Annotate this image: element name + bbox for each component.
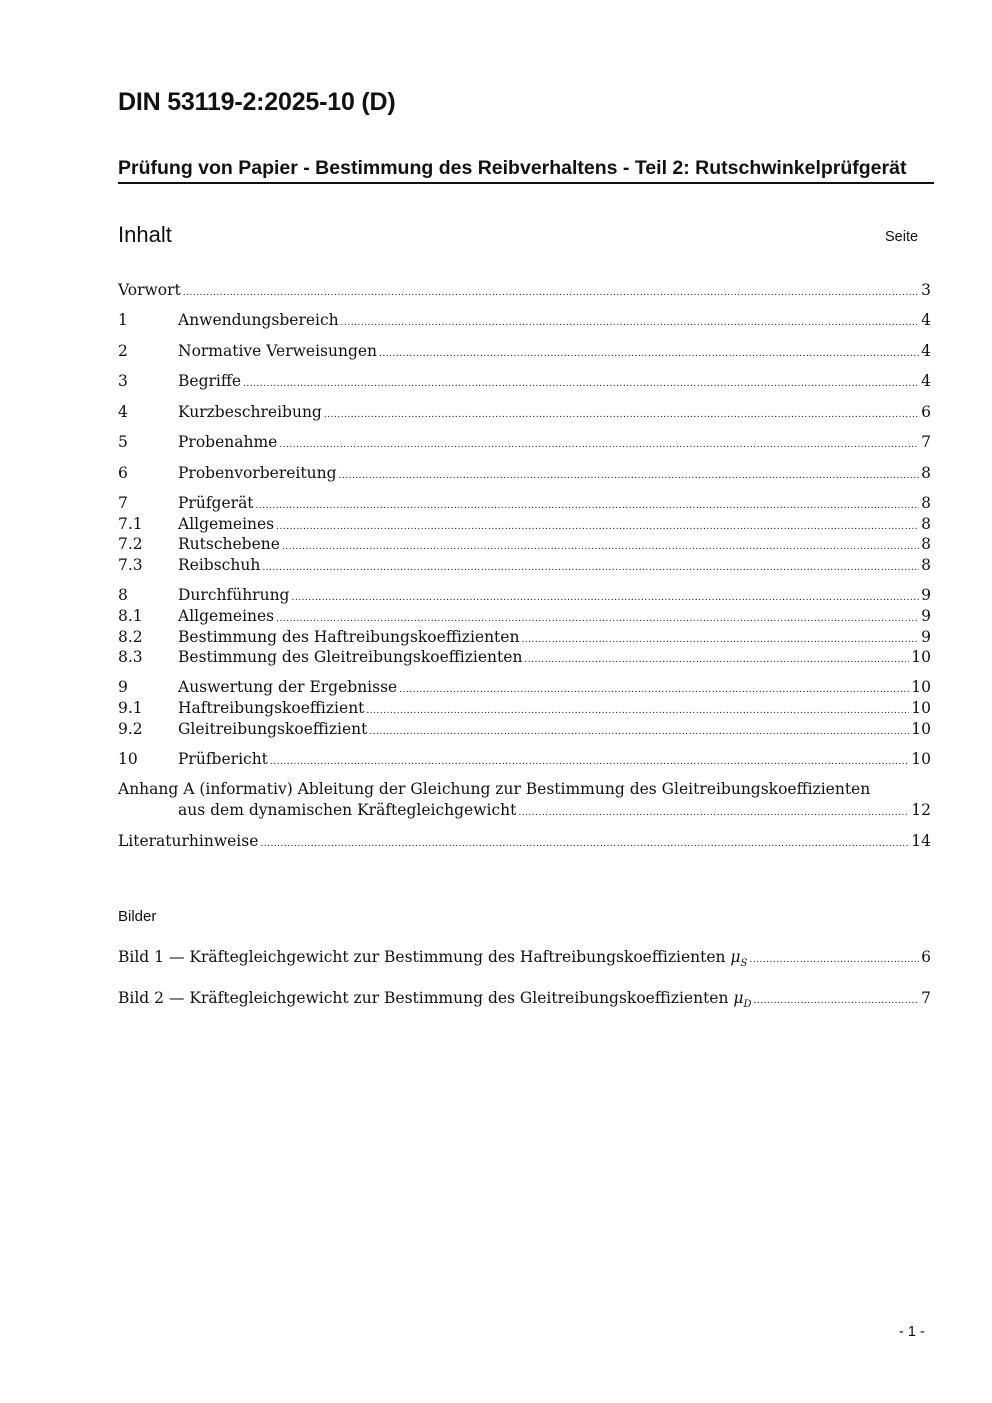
toc-annex-title-cont: aus dem dynamischen Kräftegleichgewicht	[178, 801, 517, 819]
toc-leader	[521, 628, 919, 648]
toc-entry-7[interactable]	[118, 493, 931, 513]
toc-entry-foreword[interactable]	[118, 280, 931, 300]
toc-entry-page: 4	[921, 311, 931, 329]
toc-entry-number: 8	[118, 586, 128, 604]
toc-entry-title: Probenahme	[178, 433, 278, 451]
toc-entry-bibliography[interactable]	[118, 831, 931, 851]
toc-entry-page: 8	[921, 464, 931, 482]
toc-entry-number: 5	[118, 433, 128, 451]
toc-entry-number: 7.3	[118, 556, 143, 574]
toc-entry-title: Begriffe	[178, 372, 242, 390]
toc-leader	[339, 464, 920, 484]
toc-entry-page: 14	[911, 832, 931, 850]
toc-entry-number: 3	[118, 372, 128, 390]
toc-entry-page: 10	[911, 678, 931, 696]
toc-entry-7-3[interactable]	[118, 555, 931, 575]
document-id: DIN 53119-2:2025-10 (D)	[118, 88, 396, 116]
toc-leader	[369, 720, 909, 740]
toc-entry-page: 8	[921, 556, 931, 574]
toc-entry-8-2[interactable]	[118, 627, 931, 647]
toc-entry-page: 9	[921, 628, 931, 646]
toc-entry-7-2[interactable]	[118, 534, 931, 554]
toc-entry-5[interactable]	[118, 432, 931, 452]
page-number: - 1 -	[899, 1324, 925, 1340]
toc-entry-title: Auswertung der Ergebnisse	[178, 678, 398, 696]
toc-entry-number: 8.2	[118, 628, 143, 646]
toc-entry-7-1[interactable]	[118, 514, 931, 534]
toc-entry-title: Rutschebene	[178, 535, 280, 553]
toc-entry-6[interactable]	[118, 463, 931, 483]
toc-leader	[366, 699, 909, 719]
toc-entry-title: Allgemeines	[178, 607, 275, 625]
toc-entry-number: 9.1	[118, 699, 143, 717]
toc-entry-page: 4	[921, 372, 931, 390]
toc-entry-number: 8.1	[118, 607, 143, 625]
toc-entry-9[interactable]	[118, 677, 931, 697]
figure-entry-2[interactable]	[118, 988, 931, 1011]
toc-entry-page: 4	[921, 342, 931, 360]
toc-entry-9-1[interactable]	[118, 698, 931, 718]
toc-leader	[379, 342, 919, 362]
toc-entry-number: 2	[118, 342, 128, 360]
toc-entry-title: Allgemeines	[178, 515, 275, 533]
toc-heading: Inhalt	[118, 222, 172, 247]
figure-entry-label: Bild 2 — Kräftegleichgewicht zur Bestimmung des Gleitreibungskoeffizienten	[118, 989, 729, 1007]
toc-page-label: Seite	[885, 229, 919, 245]
toc-entry-number: 4	[118, 403, 128, 421]
mu-symbol: $\mu_S$	[730, 948, 748, 970]
toc-entry-title: Reibschuh	[178, 556, 261, 574]
toc-entry-title: Literaturhinweise	[118, 832, 259, 850]
toc-entry-page: 6	[921, 403, 931, 421]
figure-entry-title	[118, 988, 752, 1015]
toc-entry-title: Normative Verweisungen	[178, 342, 378, 360]
toc-entry-8-1[interactable]	[118, 606, 931, 626]
toc-leader	[399, 678, 909, 698]
toc-leader	[276, 515, 919, 535]
toc-entry-page: 10	[911, 648, 931, 666]
toc-entry-title: Bestimmung des Gleitreibungskoeffizienten	[178, 648, 523, 666]
toc-entry-title: Haftreibungskoeffizient	[178, 699, 365, 717]
toc-leader	[749, 948, 919, 968]
toc-leader	[524, 648, 909, 668]
toc-entry-page: 10	[911, 699, 931, 717]
toc-annex-title[interactable]: Anhang A (informativ) Ableitung der Gleichung zur Bestimmung des Gleitreibungskoeffizienten	[118, 780, 871, 798]
toc-entry-title: Kurzbeschreibung	[178, 403, 322, 421]
toc-entry-page: 8	[921, 515, 931, 533]
toc-entry-number: 9	[118, 678, 128, 696]
figure-entry-label: Bild 1 — Kräftegleichgewicht zur Bestimmung des Haftreibungskoeffizienten	[118, 948, 726, 966]
toc-entry-title: Probenvorbereitung	[178, 464, 337, 482]
toc-entry-page: 12	[911, 801, 931, 819]
toc-entry-9-2[interactable]	[118, 719, 931, 739]
toc-entry-page: 3	[921, 281, 931, 299]
figure-entry-page: 7	[921, 989, 931, 1007]
toc-entry-title: Bestimmung des Haftreibungskoeffizienten	[178, 628, 520, 646]
toc-leader	[279, 433, 919, 453]
toc-entry-number: 10	[118, 750, 138, 768]
toc-entry-page: 9	[921, 586, 931, 604]
toc-leader	[291, 586, 919, 606]
toc-entry-page: 8	[921, 494, 931, 512]
toc-entry-number: 8.3	[118, 648, 143, 666]
toc-annex-entry[interactable]	[178, 800, 931, 820]
toc-leader	[270, 750, 909, 770]
toc-entry-title: Prüfbericht	[178, 750, 268, 768]
toc-entry-number: 9.2	[118, 720, 143, 738]
toc-entry-number: 7	[118, 494, 128, 512]
figures-heading: Bilder	[118, 908, 157, 925]
toc-leader	[256, 494, 920, 514]
toc-entry-number: 6	[118, 464, 128, 482]
figure-entry-page: 6	[921, 948, 931, 966]
toc-entry-page: 9	[921, 607, 931, 625]
toc-entry-title: Vorwort	[118, 281, 181, 299]
toc-entry-page: 7	[921, 433, 931, 451]
toc-entry-8[interactable]	[118, 585, 931, 605]
figure-entry-1[interactable]	[118, 947, 931, 970]
toc-leader	[243, 372, 919, 392]
toc-entry-8-3[interactable]	[118, 647, 931, 667]
toc-entry-3[interactable]	[118, 371, 931, 391]
mu-symbol: $\mu_D$	[733, 989, 752, 1011]
toc-entry-10[interactable]	[118, 749, 931, 769]
toc-entry-title: Durchführung	[178, 586, 290, 604]
toc-entry-page: 10	[911, 720, 931, 738]
toc-entry-page: 10	[911, 750, 931, 768]
toc-leader	[282, 535, 919, 555]
toc-entry-number: 7.2	[118, 535, 143, 553]
figure-entry-title	[118, 947, 747, 974]
toc-entry-title: Anwendungsbereich	[178, 311, 339, 329]
toc-leader	[518, 801, 909, 821]
toc-entry-number: 1	[118, 311, 128, 329]
toc-leader	[183, 281, 919, 301]
toc-leader	[341, 311, 919, 331]
toc-entry-number: 7.1	[118, 515, 143, 533]
toc-leader	[276, 607, 919, 627]
toc-leader	[260, 832, 909, 852]
toc-entry-4[interactable]	[118, 402, 931, 422]
toc-entry-2[interactable]	[118, 341, 931, 361]
toc-entry-page: 8	[921, 535, 931, 553]
toc-leader	[262, 556, 919, 576]
toc-entry-title: Prüfgerät	[178, 494, 254, 512]
toc-entry-title: Gleitreibungskoeffizient	[178, 720, 368, 738]
document-subtitle: Prüfung von Papier - Bestimmung des Reibverhaltens - Teil 2: Rutschwinkelprüfgerät	[118, 157, 934, 184]
toc-leader	[324, 403, 919, 423]
toc-leader	[754, 989, 920, 1009]
toc-entry-1[interactable]	[118, 310, 931, 330]
